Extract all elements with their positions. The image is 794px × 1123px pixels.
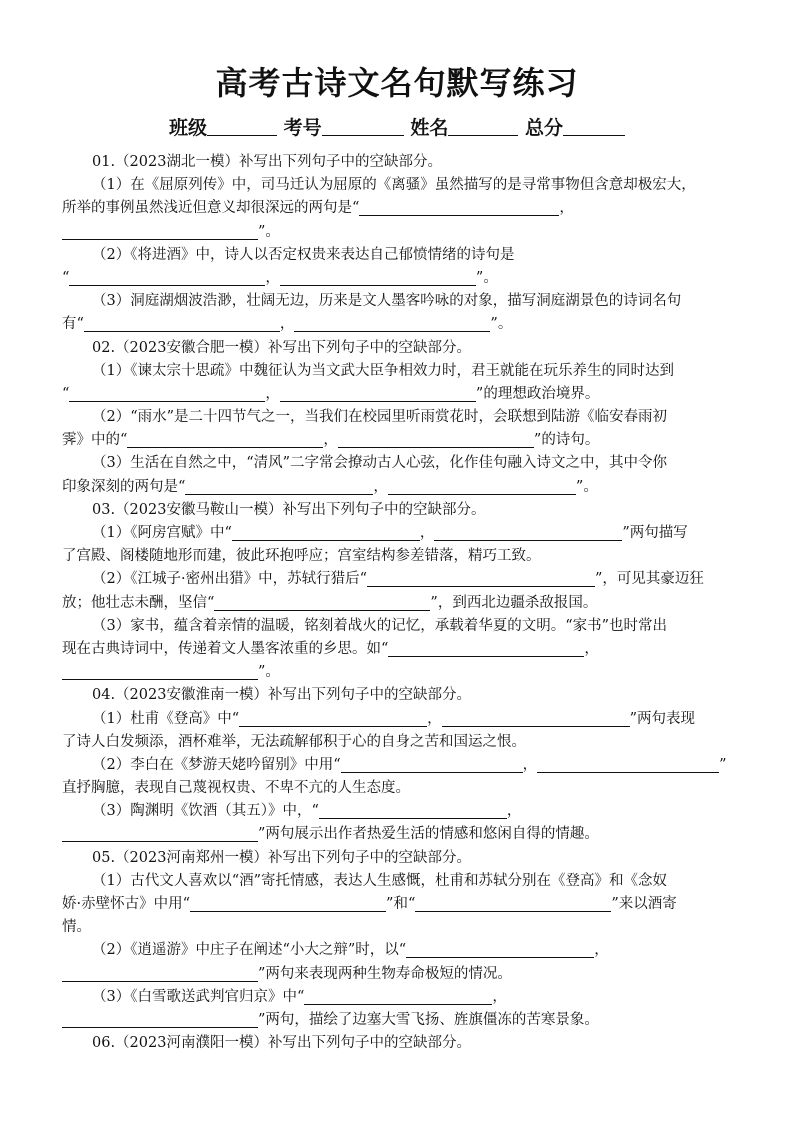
q01-2-line-1: （2）《将进酒》中，诗人以否定权贵来表达自己郁愤情绪的诗句是 (92, 246, 515, 263)
q04-3-line-1 (62, 800, 738, 823)
q04-3-line-2 (62, 823, 738, 846)
answer-blank[interactable] (442, 710, 630, 727)
answer-blank[interactable] (280, 269, 476, 286)
text: ， (522, 756, 538, 773)
answer-blank[interactable] (338, 431, 534, 448)
q04-2-line-1 (62, 754, 738, 777)
score-label: 总分 (524, 117, 563, 139)
q05-2-line-1 (62, 939, 738, 962)
q05-3-line-1 (62, 986, 738, 1009)
text: ， (279, 316, 295, 333)
answer-blank[interactable] (214, 594, 430, 611)
question-heading-05: 05.（2023河南郑州一模）补写出下列句子中的空缺部分。 (92, 849, 471, 866)
class-blank[interactable] (207, 117, 277, 136)
q05-3-line-2 (62, 1009, 738, 1032)
answer-blank[interactable] (62, 223, 258, 240)
text: ”。 (475, 269, 498, 286)
text: ， (265, 385, 280, 402)
text: （3）陶渊明《饮酒（其五）》中，“ (92, 803, 319, 820)
answer-blank[interactable] (62, 825, 258, 842)
text: ”，可见其豪迈狂 (595, 571, 704, 588)
question-heading-02: 02.（2023安徽合肥一模）补写出下列句子中的空缺部分。 (92, 339, 471, 356)
text: ”的理想政治境界。 (475, 385, 600, 402)
q01-3-line-1: （3）洞庭湖烟波浩渺，壮阔无边，历来是文人墨客吟咏的对象，描写洞庭湖景色的诗词名句 (92, 293, 682, 310)
text: ”两句，描绘了边塞大雪飞扬、旌旗僵冻的苦寒景象。 (258, 1011, 599, 1028)
q02-3-line-2 (62, 476, 738, 499)
q01-1-line-1: （1）在《屈原列传》中，司马迁认为屈原的《离骚》虽然描写的是寻常事物但含意却极宏大， (92, 177, 696, 194)
text: 霁》中的“ (62, 432, 128, 449)
question-heading-04: 04.（2023安徽淮南一模）补写出下列句子中的空缺部分。 (92, 687, 471, 704)
text: ， (265, 269, 280, 286)
text: 所举的事例虽然浅近但意义却很深远的两句是“ (62, 200, 360, 217)
q01-3-line-2 (62, 313, 738, 336)
q03-3-line-2 (62, 638, 738, 661)
answer-blank[interactable] (304, 988, 492, 1005)
q04-2-line-2: 直抒胸臆，表现自己蔑视权贵、不卑不亢的人生态度。 (62, 780, 410, 797)
text: （2）《逍遥游》中庄子在阐述“小大之辩”时，以“ (92, 942, 407, 959)
answer-blank[interactable] (239, 710, 427, 727)
answer-blank[interactable] (69, 269, 265, 286)
question-heading-03: 03.（2023安徽马鞍山一模）补写出下列句子中的空缺部分。 (92, 501, 486, 518)
answer-blank[interactable] (190, 895, 386, 912)
answer-blank[interactable] (341, 756, 523, 773)
text: ”的诗句。 (533, 432, 600, 449)
q02-2-line-2 (62, 429, 738, 452)
text: ”两句描写 (622, 525, 688, 541)
text: 娇·赤壁怀古》中用“ (62, 896, 191, 912)
q02-1-line-1: （1）《谏太宗十思疏》中魏征认为当文武大臣争相效力时，君王就能在玩乐养生的同时达到 (92, 362, 674, 379)
q04-1-line-1 (62, 708, 738, 731)
answer-blank[interactable] (388, 478, 576, 495)
question-heading-06: 06.（2023河南濮阳一模）补写出下列句子中的空缺部分。 (92, 1035, 471, 1052)
text: ， (492, 988, 507, 1005)
text: ” (719, 756, 727, 773)
q02-2-line-1: （2）“雨水”是二十四节气之一，当我们在校园里听雨赏花时，会联想到陆游《临安春雨初 (92, 409, 668, 426)
answer-blank[interactable] (280, 385, 476, 402)
text: （2）《江城子·密州出猎》中，苏轼行猎后“ (92, 571, 367, 588)
header-fields (0, 113, 794, 140)
text: “ (62, 385, 70, 402)
q03-3-line-3 (62, 661, 738, 684)
question-heading-01: 01.（2023湖北一模）补写出下列句子中的空缺部分。 (92, 154, 442, 170)
class-label: 班级 (169, 117, 208, 139)
text: ， (323, 432, 338, 449)
answer-blank[interactable] (69, 385, 265, 402)
text: ”。 (258, 664, 280, 681)
text: ， (594, 942, 609, 959)
q03-1-line-1 (62, 522, 738, 545)
text: 有“ (62, 316, 84, 333)
text: 放；他壮志未酬，坚信“ (62, 594, 215, 611)
question-content (62, 151, 738, 1055)
text: ”。 (258, 223, 280, 240)
text: ， (584, 640, 599, 657)
answer-blank[interactable] (367, 570, 595, 587)
q03-2-line-2 (62, 592, 738, 615)
answer-blank[interactable] (434, 524, 622, 541)
text: ”两句来表现两种生物寿命极短的情况。 (258, 965, 512, 982)
q03-3-line-1: （3）家书，蕴含着亲情的温暖，铭刻着战火的记忆，承载着华夏的文明。“家书”也时常出 (92, 617, 668, 634)
text: ”来以酒寄 (611, 896, 677, 912)
page-title: 高考古诗文名句默写练习 (215, 64, 579, 102)
answer-blank[interactable] (62, 1011, 258, 1028)
text: 现在古典诗词中，传递着文人墨客浓重的乡思。如“ (62, 640, 389, 657)
q02-3-line-1: （3）生活在自然之中，“清风”二字常会撩动古人心弦，化作佳句融入诗文之中，其中令你 (92, 455, 668, 472)
text: ”两句表现 (629, 710, 696, 727)
answer-blank[interactable] (84, 315, 280, 332)
text: ， (419, 525, 435, 541)
text: ”两句展示出作者热爱生活的情感和悠闲自得的情趣。 (258, 826, 599, 843)
q05-2-line-2 (62, 963, 738, 986)
answer-blank[interactable] (406, 941, 594, 958)
text: ， (559, 200, 574, 217)
answer-blank[interactable] (415, 895, 611, 912)
text: ”。 (575, 478, 598, 495)
answer-blank[interactable] (62, 965, 258, 982)
text: “ (62, 269, 70, 286)
answer-blank[interactable] (185, 478, 373, 495)
q05-1-line-1: （1）古代文人喜欢以“酒”寄托情感，表达人生感慨，杜甫和苏轼分别在《登高》和《念奴 (92, 872, 668, 889)
text: ， (373, 478, 388, 495)
text: （1）杜甫《登高》中“ (92, 710, 240, 727)
q03-2-line-1 (62, 568, 738, 591)
answer-blank[interactable] (537, 756, 719, 773)
answer-blank[interactable] (62, 663, 258, 680)
text: （2）李白在《梦游天姥吟留别》中用“ (92, 756, 341, 773)
q01-2-line-2 (62, 267, 738, 290)
answer-blank[interactable] (388, 640, 584, 657)
answer-blank[interactable] (359, 199, 559, 216)
text: （3）《白雪歌送武判官归京》中“ (92, 988, 305, 1005)
text: ”和“ (386, 896, 416, 912)
text: 印象深刻的两句是“ (62, 478, 186, 495)
text: ”。 (490, 316, 513, 333)
name-blank[interactable] (448, 117, 518, 136)
q01-1-line-2 (62, 197, 738, 220)
q01-1-line-3 (62, 221, 738, 244)
q02-1-line-2 (62, 383, 738, 406)
q05-1-line-2 (62, 893, 738, 916)
answer-blank[interactable] (294, 315, 490, 332)
exam-no-blank[interactable] (322, 117, 404, 136)
text: ”，到西北边疆杀敌报国。 (430, 594, 598, 611)
text: ， (506, 803, 522, 820)
answer-blank[interactable] (319, 802, 507, 819)
answer-blank[interactable] (127, 431, 323, 448)
q03-1-line-2: 了宫殿、阁楼随地形而建，彼此环抱呼应；宫室结构参差错落，精巧工致。 (62, 548, 541, 565)
score-blank[interactable] (563, 117, 625, 136)
q05-1-line-3: 情。 (62, 919, 91, 936)
text: ， (427, 710, 442, 727)
name-label: 姓名 (410, 117, 449, 139)
exam-no-label: 考号 (283, 117, 322, 139)
answer-blank[interactable] (232, 524, 420, 541)
text: （1）《阿房宫赋》中“ (92, 525, 232, 541)
q04-1-line-2: 了诗人白发频添，酒杯难举，无法疏解郁积于心的自身之苦和国运之恨。 (62, 733, 526, 750)
